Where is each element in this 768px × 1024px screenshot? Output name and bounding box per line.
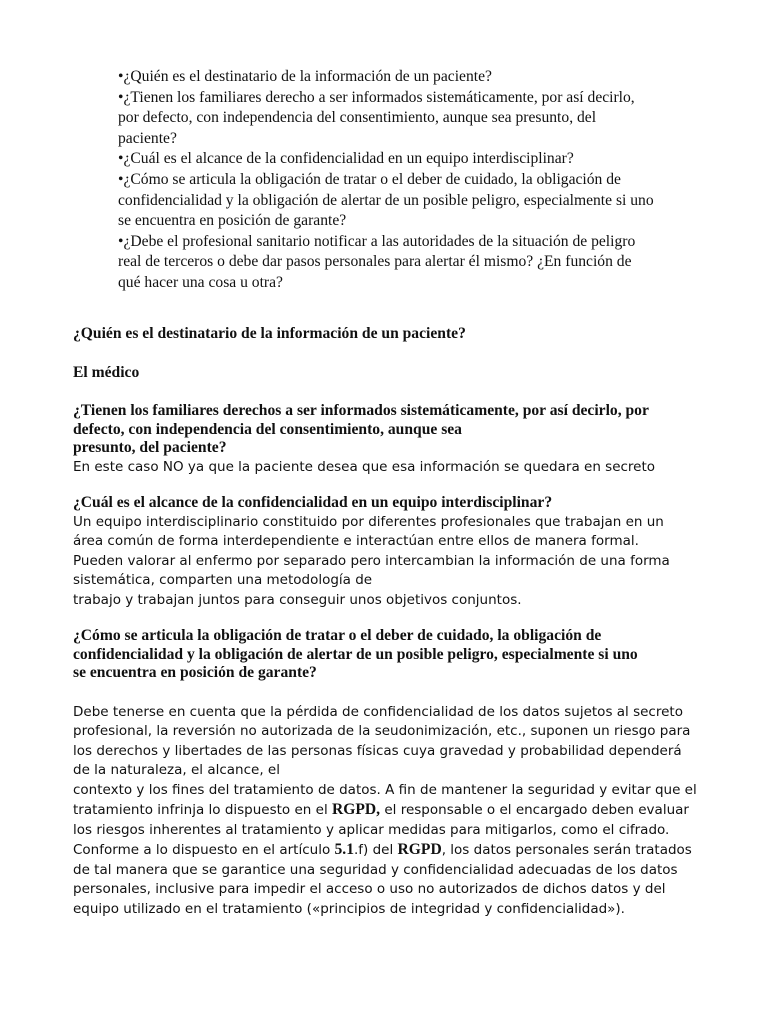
text-line: el responsable o el encargado deben evaluar	[380, 802, 689, 818]
rgpd-reference: RGPD,	[332, 801, 381, 818]
text-line: .f) del	[354, 842, 398, 858]
bullet-line: •¿Quién es el destinatario de la información de un paciente?	[118, 68, 492, 85]
bullet-item	[118, 232, 708, 294]
answer-text	[73, 703, 713, 920]
bullet-line: •¿Tienen los familiares derecho a ser informados sistemáticamente, por así decirlo,	[118, 88, 635, 106]
heading-line: ¿Cómo se articula la obligación de tratar o el deber de cuidado, la obligación de	[73, 627, 602, 644]
heading-line: confidencialidad y la obligación de alertar de un posible peligro, especialmente si uno	[73, 645, 638, 663]
text-line: los riesgos inherentes al tratamiento y aplicar medidas para mitigarlos, como el cifrado.	[73, 821, 670, 838]
text-line: Conforme a lo dispuesto en el artículo	[73, 842, 335, 858]
heading-line: ¿Tienen los familiares derechos a ser informados sistemáticamente, por así decirlo, por	[73, 402, 649, 419]
heading-line: se encuentra en posición de garante?	[73, 664, 317, 681]
text-line: los derechos y libertades de las personas físicas cuya gravedad y probabilidad dependerá	[73, 742, 682, 759]
text-line: profesional, la reversión no autorizada de la seudonimización, etc., suponen un riesgo para	[73, 723, 691, 739]
heading-line: presunto, del paciente?	[73, 439, 227, 456]
bullet-line: confidencialidad y la obligación de alertar de un posible peligro, especialmente si uno	[118, 191, 654, 209]
bullet-item	[118, 88, 708, 150]
rgpd-reference: RGPD	[397, 841, 442, 858]
bullet-line: qué hacer una cosa u otra?	[118, 273, 283, 291]
text-line: área común de forma interdependiente e interactúan entre ellos de manera formal.	[73, 533, 639, 549]
question-heading: ¿Cuál es el alcance de la confidencialidad en un equipo interdisciplinar?	[73, 494, 553, 511]
text-line: Pueden valorar al enfermo por separado pero intercambian la información de una forma	[73, 552, 670, 569]
question-heading	[73, 402, 713, 458]
text-line: tratamiento infrinja lo dispuesto en el	[73, 802, 332, 818]
heading-line: defecto, con independencia del consentimiento, aunque sea	[73, 420, 462, 438]
text-line: , los datos personales serán tratados	[441, 842, 692, 858]
bullet-line: real de terceros o debe dar pasos personales para alertar él mismo? ¿En función de	[118, 253, 632, 271]
answer-text: El médico	[73, 363, 140, 381]
bullet-line: paciente?	[118, 129, 177, 147]
bullet-item	[118, 149, 708, 170]
text-line: Un equipo interdisciplinario constituido por diferentes profesionales que trabajan en un	[73, 513, 664, 530]
text-line: equipo utilizado en el tratamiento («principios de integridad y confidencialidad»).	[73, 900, 625, 917]
bullet-line: •¿Cómo se articula la obligación de tratar o el deber de cuidado, la obligación de	[118, 170, 621, 188]
text-line: personales, inclusive para impedir el acceso o uso no autorizados de dichos datos y del	[73, 881, 666, 897]
text-line: sistemática, comparten una metodología de	[73, 572, 373, 588]
bullet-item	[118, 67, 708, 88]
bullet-line: por defecto, con independencia del consentimiento, aunque sea presunto, del	[118, 109, 597, 127]
question-heading	[73, 627, 713, 683]
answer-text: En este caso NO ya que la paciente desea que esa información se quedara en secreto	[73, 458, 656, 475]
text-line: contexto y los fines del tratamiento de datos. A fin de mantener la seguridad y evitar que el	[73, 781, 697, 798]
question-bullet-list	[118, 67, 708, 294]
bullet-line: •¿Cuál es el alcance de la confidencialidad en un equipo interdisciplinar?	[118, 150, 574, 168]
text-line: trabajo y trabajan juntos para conseguir unos objetivos conjuntos.	[73, 591, 522, 608]
bullet-line: •¿Debe el profesional sanitario notificar a las autoridades de la situación de peligro	[118, 232, 636, 250]
bullet-line: se encuentra en posición de garante?	[118, 212, 347, 230]
article-reference: 5.1	[334, 841, 354, 858]
answers-section	[73, 325, 713, 919]
text-line: de la naturaleza, el alcance, el	[73, 762, 280, 778]
text-line: de tal manera que se garantice una seguridad y confidencialidad adecuadas de los datos	[73, 861, 678, 878]
question-heading: ¿Quién es el destinatario de la información de un paciente?	[73, 325, 466, 342]
text-line: Debe tenerse en cuenta que la pérdida de confidencialidad de los datos sujetos al secreto	[73, 703, 683, 720]
bullet-item	[118, 170, 708, 232]
answer-text	[73, 513, 713, 611]
